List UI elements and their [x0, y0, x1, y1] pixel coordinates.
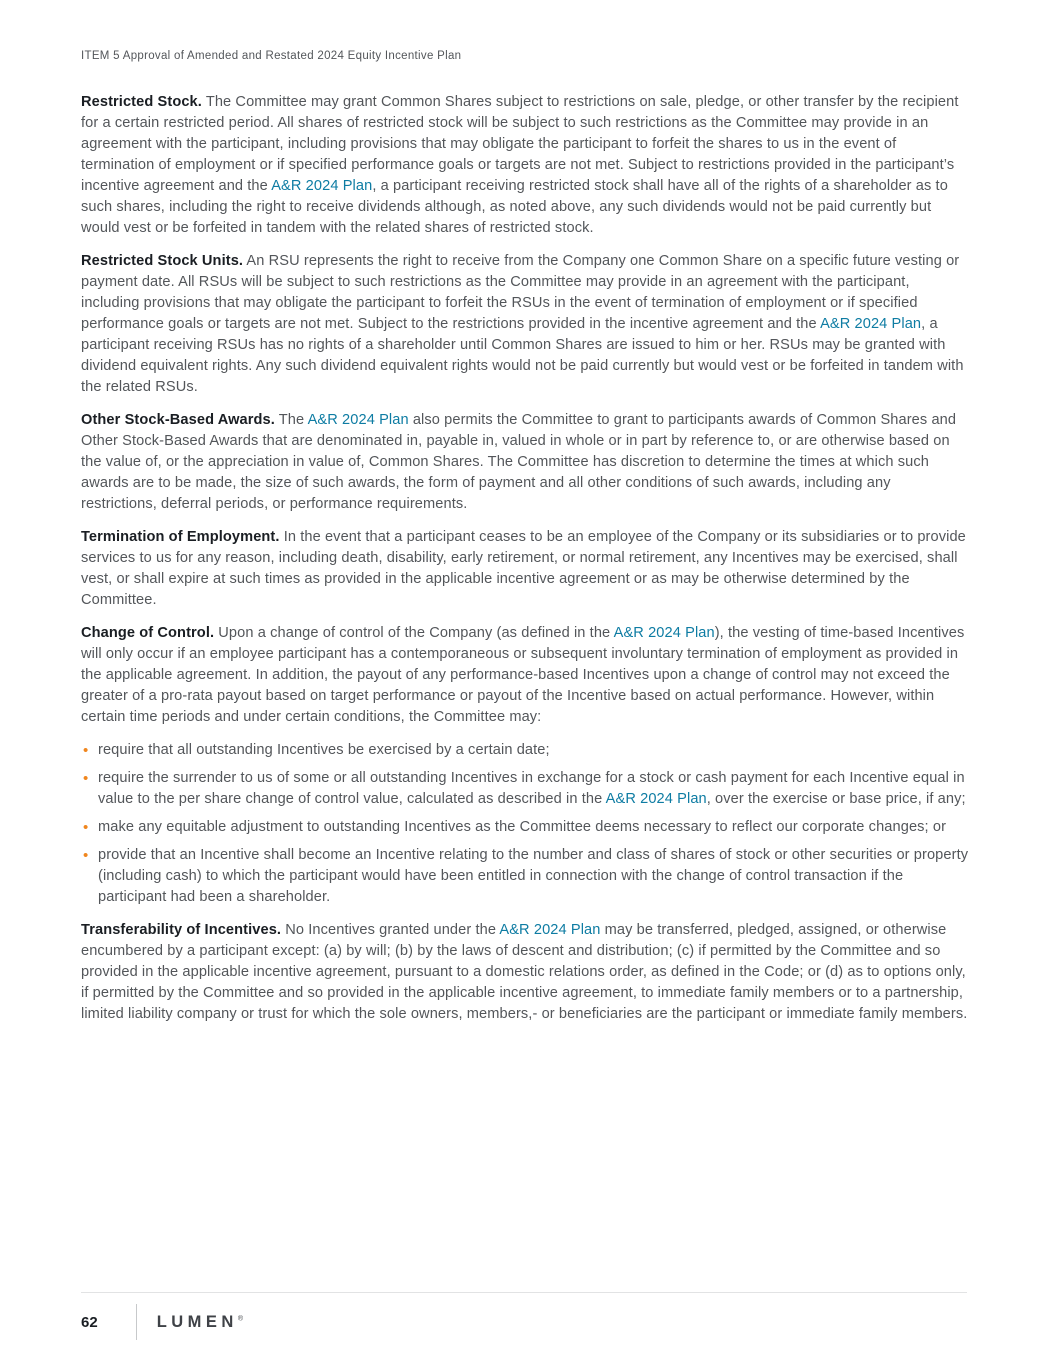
- bullet-item: [81, 817, 969, 838]
- ar-2024-plan-link[interactable]: A&R 2024 Plan: [820, 316, 922, 332]
- paragraph: Restricted Stock. The Committee may grant Common Shares subject to restrictions on sale, pledge, or other transfer by the recipient for a certain restricted period. All shares of restricted stock will be subject to such restrictions as the Committee may provide in an agreement with the participant, including provisions that may obligate the participant to forfeit the shares to us in the event of termination of employment or if specified performance goals or targets are not met. Subject to restrictions provided in the participant’s incentive agreement and the A&R 2024 Plan, a participant receiving restricted stock shall have all of the rights of a shareholder as to such shares, including the right to receive dividends although, as noted above, any such dividends would not be paid currently but would vest or be forfeited in tandem with the related shares of restricted stock.: [81, 94, 959, 236]
- bullet-item: [81, 740, 969, 761]
- bullet-item-text: provide that an Incentive shall become an Incentive relating to the number and class of shares of stock or other securities or property (including cash) to which the participant would have been entitled in connection with the change of control transaction if the participant had been a shareholder.: [98, 847, 969, 905]
- paragraph: Restricted Stock Units. An RSU represents the right to receive from the Company one Common Share on a specific future vesting or payment date. All RSUs will be subject to such restrictions as the Committee may provide in an agreement with the participant, including provisions that may obligate the participant to forfeit the RSUs in the event of termination of employment or if specified performance goals or targets are not met. Subject to the restrictions provided in the incentive agreement and the A&R 2024 Plan, a participant receiving RSUs has no rights of a shareholder until Common Shares are issued to him or her. RSUs may be granted with dividend equivalent rights. Any such dividend equivalent rights would not be paid currently but would vest or be forfeited in tandem with the related RSUs.: [81, 253, 964, 395]
- ar-2024-plan-link[interactable]: A&R 2024 Plan: [613, 625, 715, 641]
- paragraph-lead: Change of Control.: [81, 625, 215, 641]
- footer-divider: [136, 1304, 137, 1340]
- paragraph-lead: Restricted Stock.: [81, 94, 202, 110]
- bullet-item-text: require that all outstanding Incentives be exercised by a certain date;: [98, 742, 550, 758]
- paragraph-lead: Termination of Employment.: [81, 529, 280, 545]
- registered-trademark-symbol: ®: [237, 1315, 244, 1322]
- paragraph-lead: Transferability of Incentives.: [81, 922, 282, 938]
- paragraph-lead: Other Stock-Based Awards.: [81, 412, 275, 428]
- bullet-item-text: require the surrender to us of some or all outstanding Incentives in exchange for a stock or cash payment for each Incentive equal in value to the per share change of control value, calculated as described in the A&R 2024 Plan, over the exercise or base price, if any;: [98, 770, 966, 807]
- paragraph: Transferability of Incentives. No Incentives granted under the A&R 2024 Plan may be transferred, pledged, assigned, or otherwise encumbered by a participant except: (a) by will; (b) by the laws of descent and distribution; (c) if permitted by the Committee and so provided in the applicable incentive agreement, pursuant to a domestic relations order, as defined in the Code; or (d) as to options only, if permitted by the Committee and so provided in the applicable incentive agreement, to immediate family members or to a partnership, limited liability company or trust for which the sole owners, members,- or beneficiaries are the participant or immediate family members.: [81, 922, 968, 1022]
- ar-2024-plan-link[interactable]: A&R 2024 Plan: [307, 412, 409, 428]
- lumen-logo-text: LUMEN: [156, 1312, 238, 1331]
- paragraph: Other Stock-Based Awards. The A&R 2024 Plan also permits the Committee to grant to participants awards of Common Shares and Other Stock-Based Awards that are denominated in, payable in, valued in whole or in part by reference to, or are otherwise based on the value of, or the appreciation in value of, Common Shares. The Committee has discretion to determine the times at which such awards are to be made, the size of such awards, the form of payment and all other conditions of such awards, including any restrictions, deferral periods, or performance requirements.: [81, 412, 957, 512]
- paragraph: Termination of Employment. In the event that a participant ceases to be an employee of the Company or its subsidiaries or to provide services to us for any reason, including death, disability, early retirement, or normal retirement, any Incentives may be exercised, shall vest, or shall expire at such times as provided in the applicable incentive agreement or as may be otherwise determined by the Committee.: [81, 529, 966, 608]
- bullet-item: [81, 845, 969, 908]
- page-footer: [81, 1292, 967, 1340]
- running-header: ITEM 5 Approval of Amended and Restated 2024 Equity Incentive Plan: [81, 50, 462, 62]
- bullet-icon: •: [83, 819, 89, 836]
- lumen-logo: [157, 1313, 243, 1332]
- ar-2024-plan-link[interactable]: A&R 2024 Plan: [605, 791, 707, 807]
- bullet-icon: •: [83, 742, 89, 759]
- bullet-list: [81, 740, 969, 908]
- bullet-item: [81, 768, 969, 810]
- paragraph-lead: Restricted Stock Units.: [81, 253, 244, 269]
- bullet-icon: •: [83, 770, 89, 787]
- ar-2024-plan-link[interactable]: A&R 2024 Plan: [271, 178, 373, 194]
- bullet-icon: •: [83, 847, 89, 864]
- page-number: 62: [81, 1313, 98, 1331]
- paragraph: Change of Control. Upon a change of control of the Company (as defined in the A&R 2024 Plan), the vesting of time-based Incentives will only occur if an employee participant has a contemporaneous or subsequent involuntary termination of employment as provided in the applicable agreement. In addition, the payout of any performance-based Incentives upon a change of control may not exceed the greater of a pro-rata payout based on target performance or payout of the Incentive based on actual performance. However, within certain time periods and under certain conditions, the Committee may:: [81, 625, 965, 725]
- ar-2024-plan-link[interactable]: A&R 2024 Plan: [499, 922, 601, 938]
- document-body: [81, 92, 969, 1037]
- bullet-item-text: make any equitable adjustment to outstanding Incentives as the Committee deems necessary to reflect our corporate changes; or: [98, 819, 947, 835]
